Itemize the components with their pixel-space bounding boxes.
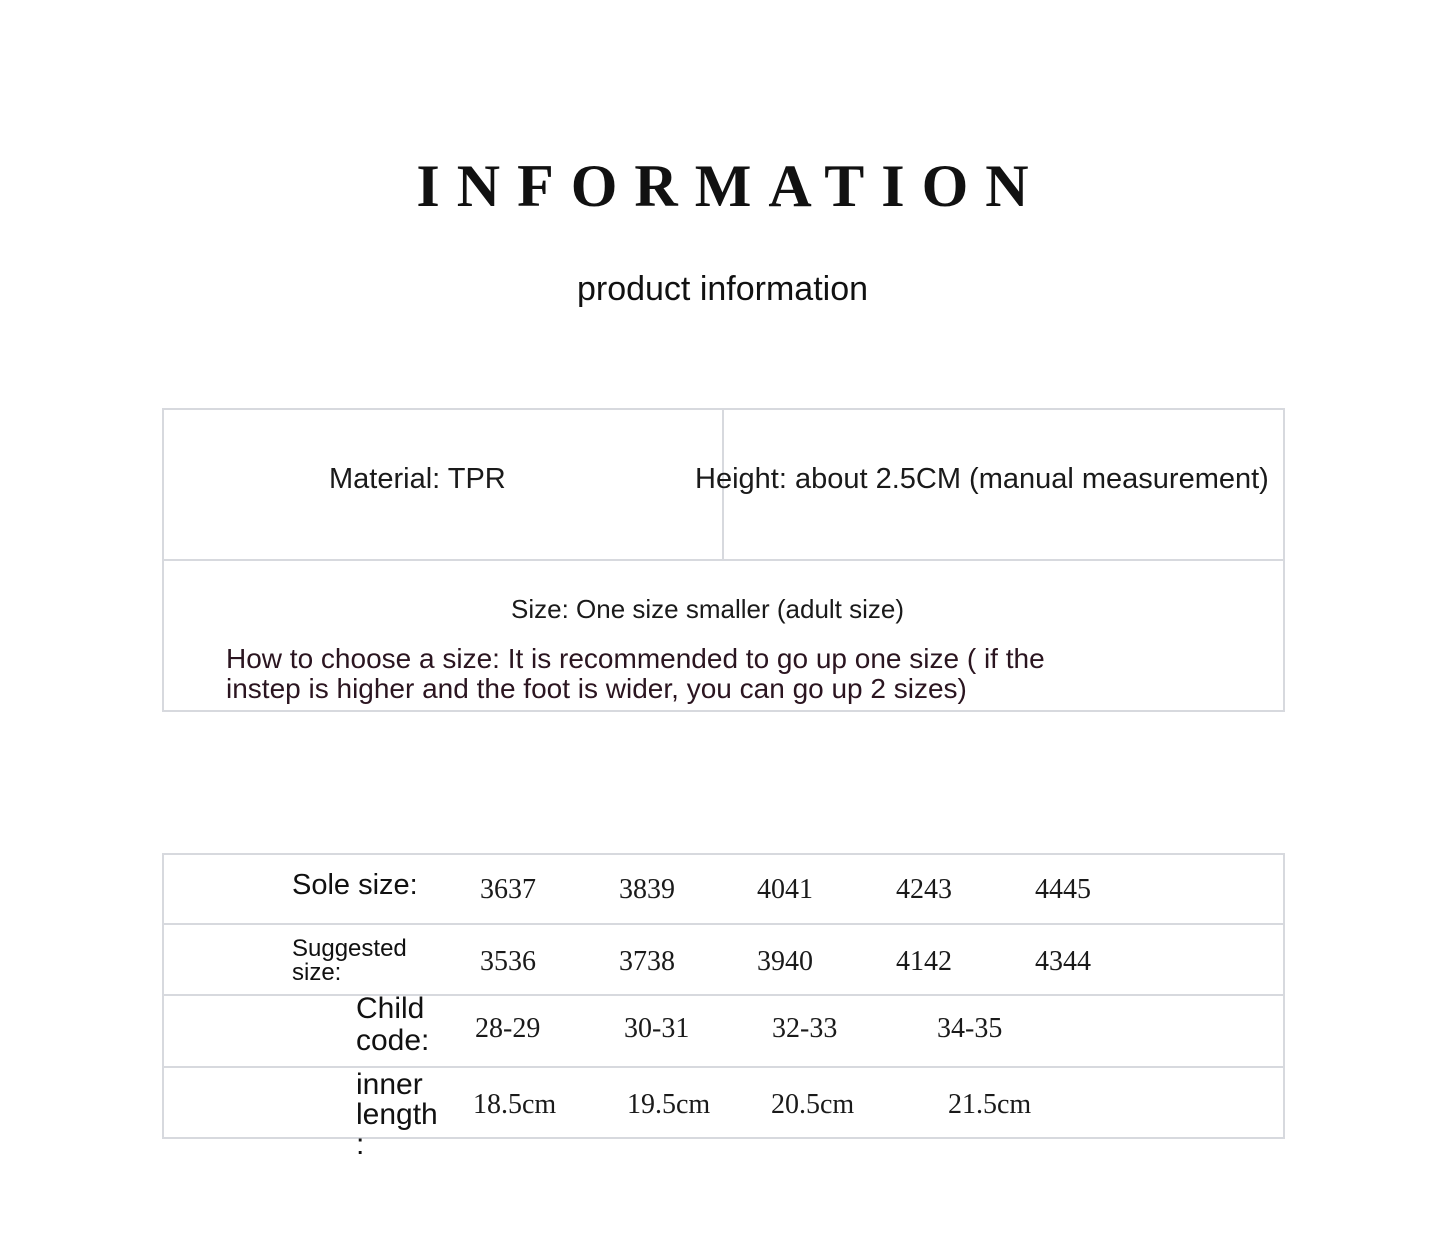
- sole-size-value: 4041: [757, 874, 813, 905]
- sole-size-label: Sole size:: [292, 869, 418, 901]
- inner-length-value: 18.5cm: [473, 1089, 557, 1120]
- suggested-size-value: 4142: [896, 946, 952, 977]
- material-text: Material: TPR: [329, 463, 506, 495]
- size-table-row-divider: [163, 994, 1285, 996]
- inner-length-value: 19.5cm: [627, 1089, 711, 1120]
- sole-size-value: 3839: [619, 874, 675, 905]
- size-advice-text: How to choose a size: It is recommended to go up one size ( if the instep is higher and the foot is wider, you can go up 2 sizes): [226, 643, 1045, 704]
- info-table-border-top: [163, 408, 1285, 410]
- suggested-size-value: 4344: [1035, 946, 1091, 977]
- info-table-border-left: [162, 408, 164, 712]
- size-table-row-divider: [163, 1066, 1285, 1068]
- size-table-border-left: [162, 853, 164, 1139]
- inner-length-label: inner length :: [356, 1068, 438, 1161]
- suggested-size-label: Suggested size:: [292, 935, 407, 986]
- page-title: INFORMATION: [416, 153, 1046, 219]
- sole-size-value: 4243: [896, 874, 952, 905]
- inner-length-value: 21.5cm: [948, 1089, 1032, 1120]
- suggested-size-value: 3940: [757, 946, 813, 977]
- child-code-label: Child code:: [356, 992, 430, 1057]
- child-code-value: 28-29: [475, 1013, 541, 1044]
- size-table-border-right: [1283, 853, 1285, 1139]
- sole-size-value: 3637: [480, 874, 536, 905]
- sole-size-value: 4445: [1035, 874, 1091, 905]
- height-text: Height: about 2.5CM (manual measurement): [695, 463, 1269, 495]
- suggested-size-value: 3738: [619, 946, 675, 977]
- info-table-border-right: [1283, 408, 1285, 712]
- size-table-row-divider: [163, 923, 1285, 925]
- size-text: Size: One size smaller (adult size): [511, 594, 905, 624]
- size-table-border-bottom: [163, 1137, 1285, 1139]
- child-code-value: 30-31: [624, 1013, 690, 1044]
- info-table-border-bottom: [163, 710, 1285, 712]
- child-code-value: 34-35: [937, 1013, 1003, 1044]
- suggested-size-value: 3536: [480, 946, 536, 977]
- page-subtitle: product information: [576, 270, 869, 308]
- info-table-divider: [163, 559, 1285, 561]
- size-table-border-top: [163, 853, 1285, 855]
- inner-length-value: 20.5cm: [771, 1089, 855, 1120]
- child-code-value: 32-33: [772, 1013, 838, 1044]
